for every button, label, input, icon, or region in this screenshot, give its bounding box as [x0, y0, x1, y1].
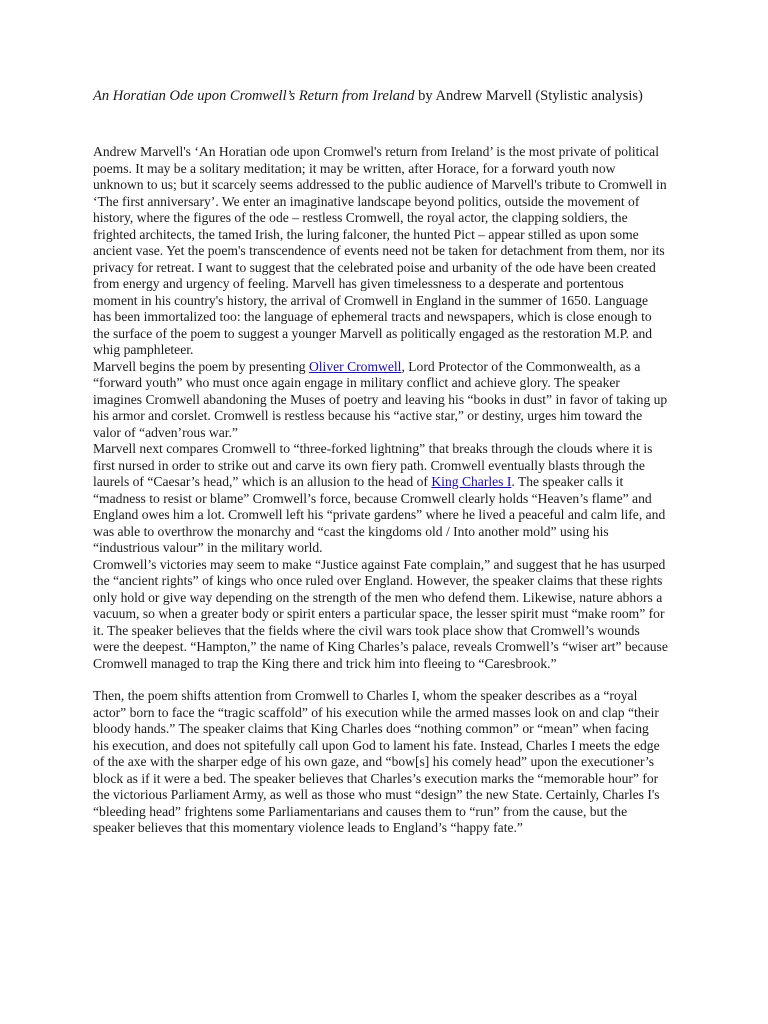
king-charles-link[interactable]: King Charles I: [431, 474, 512, 489]
paragraph-text: , Lord Protector of the Commonwealth, as a “forward youth” who must once again engage in military conflict and achieve glory. The speaker imagines Cromwell abandoning the Muses of poetry and leaving his “books in dust” in favor of taking up his armor and corslet. Cromwell is restless because his “active star,” or destiny, urges him toward the valor of “adven’rous war.”: [93, 358, 668, 440]
title-suffix: by Andrew Marvell (Stylistic analysis): [414, 88, 643, 104]
paragraph-text: Marvell next compares Cromwell to “three-forked lightning” that breaks through the clouds where it is first nursed in order to strike out and carve its own fiery path. Cromwell eventually blasts through the laurels of “Caesar’s head,” which is an allusion to the head of: [93, 441, 653, 489]
paragraph-intro: Andrew Marvell's ‘An Horatian ode upon Cromwel's return from Ireland’ is the most private of political poems. It may be a solitary meditation; it may be written, after Horace, for a forward youth now unknown to us; but it scarcely seems addressed to the public audience of Marvell's tribute to Cromwell in ‘The first anniversary’. We enter an imaginative landscape beyond politics, outside the movement of history, where the figures of the ode – restless Cromwell, the royal actor, the clapping soldiers, the frighted architects, the tamed Irish, the luring falconer, the hunted Pict – appear stilled as upon some ancient vase. Yet the poem's transcendence of events need not be taken for detachment from them, nor its privacy for retreat. I want to suggest that the celebrated poise and urbanity of the ode have been created from energy and urgency of feeling. Marvell has given timelessness to a desperate and portentous moment in his country's history, the arrival of Cromwell in England in the summer of 1650. Language has been immortalized too: the language of ephemeral tracts and newspapers, which is close enough to the surface of the poem to suggest a younger Marvell as politically engaged as the restoration M.P. and whig pamphleteer.: [93, 144, 667, 357]
poem-title: An Horatian Ode upon Cromwell’s Return from Ireland: [93, 88, 415, 104]
paragraph-royal-actor: Then, the poem shifts attention from Cromwell to Charles I, whom the speaker describes as a “royal actor” born to face the “tragic scaffold” of his execution while the armed masses look on and clap “their bloody hands.” The speaker claims that King Charles does “nothing common” or “mean” when facing his execution, and does not spitefully call upon God to lament his fate. Instead, Charles I meets the edge of the axe with the sharper edge of his own gaze, and “bow[s] his comely head” upon the executioner’s block as if it were a bed. The speaker believes that Charles’s execution marks the “memorable hour” for the victorious Parliament Army, as well as those who must “design” the new State. Certainly, Charles I's “bleeding head” frightens some Parliamentarians and causes them to “run” from the cause, but the speaker believes that this momentary violence leads to England’s “happy fate.”: [93, 688, 660, 835]
paragraph-text: . The speaker calls it “madness to resist or blame” Cromwell’s force, because Cromwell clearly holds “Heaven’s flame” and England owes him a lot. Cromwell left his “private gardens” where he lived a peaceful and calm life, and was able to overthrow the monarchy and “cast the kingdoms old / Into another mold” using his “industrious valour” in the military world.: [93, 474, 666, 555]
paragraph-lightning: [93, 441, 668, 557]
document-title: [93, 86, 668, 106]
oliver-cromwell-link[interactable]: Oliver Cromwell: [308, 358, 402, 374]
document-body: [93, 144, 668, 837]
paragraph-victories: Cromwell’s victories may seem to make “Justice against Fate complain,” and suggest that he has usurped the “ancient rights” of kings who once ruled over England. However, the speaker claims that these rights only hold or give way depending on the strength of the men who defend them. Likewise, nature abhors a vacuum, so when a greater body or spirit enters a particular space, the lesser spirit must “make room” for it. The speaker believes that the fields where the civil wars took place show that Cromwell’s wounds were the deepest. “Hampton,” the name of King Charles’s palace, reveals Cromwell’s “wiser art” because Cromwell managed to trap the King there and trick him into fleeing to “Caresbrook.”: [93, 556, 668, 671]
paragraph-forward-youth: [93, 359, 668, 442]
paragraph-text: Marvell begins the poem by presenting: [93, 358, 309, 374]
